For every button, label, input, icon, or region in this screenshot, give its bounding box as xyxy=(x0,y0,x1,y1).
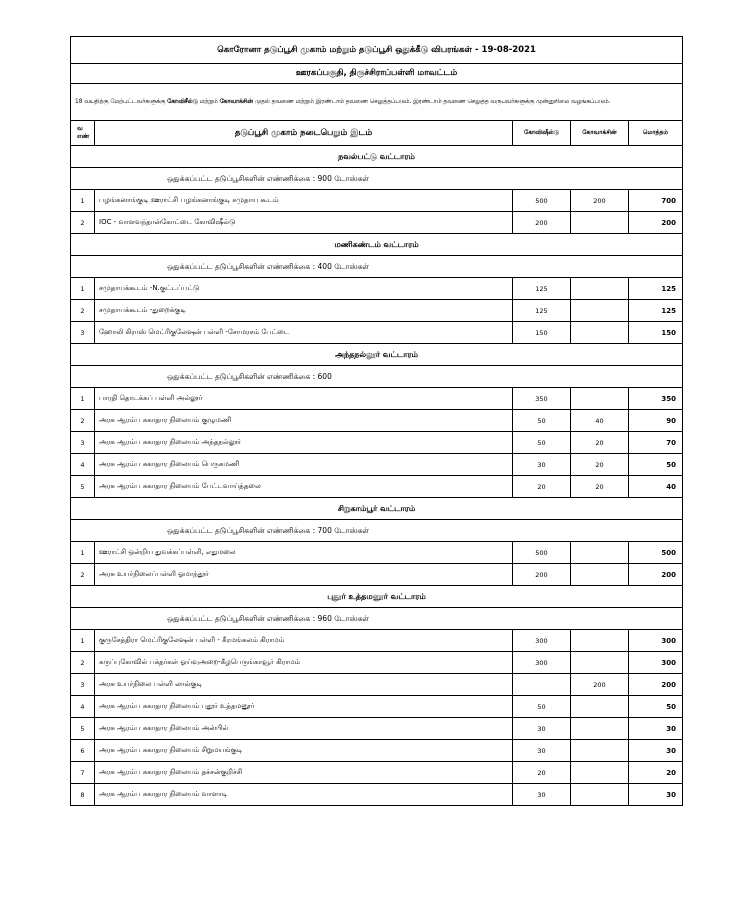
table-row xyxy=(71,190,683,212)
serial-number: 2 xyxy=(71,564,95,586)
total-count: 200 xyxy=(629,212,683,234)
covishield-count: 50 xyxy=(513,410,571,432)
table-row xyxy=(71,542,683,564)
total-count: 70 xyxy=(629,432,683,454)
serial-number: 4 xyxy=(71,696,95,718)
covaxin-count: 200 xyxy=(571,190,629,212)
total-count: 20 xyxy=(629,762,683,784)
covishield-count: 200 xyxy=(513,564,571,586)
covaxin-count xyxy=(571,652,629,674)
note-part3: முதல் தவணை மற்றும் இரண்டாம் தவணை செலுத்தப்படும். இரண்டாம் தவணை செலுத்த வருபவர்களுக்கு முன்னுரிமை வழங்கப்படும். xyxy=(252,98,611,105)
header-place: தடுப்பூசி முகாம் நடைபெறும் இடம் xyxy=(95,121,513,146)
serial-number: 2 xyxy=(71,652,95,674)
table-row xyxy=(71,300,683,322)
block-header-row xyxy=(71,234,683,256)
camp-location: அரசு ஆரம்ப சுகாதார நிலையம் சிறுமயங்குடி xyxy=(95,740,513,762)
covaxin-count xyxy=(571,784,629,806)
camp-location: ஊராட்சி ஒன்றிய துவக்கப்பள்ளி, எதுமலை xyxy=(95,542,513,564)
covishield-count: 300 xyxy=(513,652,571,674)
table-row xyxy=(71,696,683,718)
serial-number: 4 xyxy=(71,454,95,476)
district-subtitle: ஊரகப்பகுதி, திருச்சிராப்பள்ளி மாவட்டம் xyxy=(71,64,683,84)
camp-location: அரசு ஆரம்ப சுகாதார நிலையம் குழுமணி xyxy=(95,410,513,432)
serial-number: 2 xyxy=(71,212,95,234)
camp-location: ஹோலி கிராஸ் மெட்ரிகுலேஷன் பள்ளி -சோமரசம் பேட்டை xyxy=(95,322,513,344)
total-count: 125 xyxy=(629,300,683,322)
camp-location: அரசு ஆரம்ப சுகாதார நிலையம் அன்பில் xyxy=(95,718,513,740)
serial-number: 3 xyxy=(71,432,95,454)
table-row xyxy=(71,454,683,476)
covishield-count: 30 xyxy=(513,740,571,762)
camp-location: அரசு ஆரம்ப சுகாதார நிலையம் வாளாடி xyxy=(95,784,513,806)
covaxin-count: 200 xyxy=(571,674,629,696)
covishield-count: 20 xyxy=(513,476,571,498)
allocation-row xyxy=(71,608,683,630)
table-row xyxy=(71,388,683,410)
covishield-count: 300 xyxy=(513,630,571,652)
camp-location: IOC - வாளவந்தான்கோட்டை கோவிஷீல்டு xyxy=(95,212,513,234)
serial-number: 5 xyxy=(71,718,95,740)
total-count: 700 xyxy=(629,190,683,212)
vaccination-table xyxy=(70,36,683,806)
serial-number: 2 xyxy=(71,410,95,432)
block-header-row xyxy=(71,498,683,520)
covishield-count: 30 xyxy=(513,718,571,740)
table-row xyxy=(71,476,683,498)
covishield-count: 150 xyxy=(513,322,571,344)
serial-number: 6 xyxy=(71,740,95,762)
block-header-row xyxy=(71,586,683,608)
total-count: 150 xyxy=(629,322,683,344)
table-row xyxy=(71,278,683,300)
block-name: மணிகண்டம் வட்டாரம் xyxy=(71,234,683,256)
total-count: 30 xyxy=(629,718,683,740)
table-row xyxy=(71,212,683,234)
covaxin-count: 20 xyxy=(571,454,629,476)
block-name: அந்தநல்லூர் வட்டாரம் xyxy=(71,344,683,366)
total-count: 40 xyxy=(629,476,683,498)
header-row xyxy=(71,121,683,146)
allocation-text: ஒதுக்கப்பட்ட தடுப்பூசிகளின் எண்ணிக்கை : 900 டோஸ்கள் xyxy=(71,168,683,190)
table-row xyxy=(71,564,683,586)
table-row xyxy=(71,652,683,674)
camp-location: சமுதாயக்கூடம் -துறைக்குடி xyxy=(95,300,513,322)
note-part1: 18 வயதிற்கு மேற்பட்டவர்களுக்கு xyxy=(75,98,168,105)
allocation-text: ஒதுக்கப்பட்ட தடுப்பூசிகளின் எண்ணிக்கை : 400 டோஸ்கள் xyxy=(71,256,683,278)
total-count: 50 xyxy=(629,696,683,718)
table-row xyxy=(71,784,683,806)
camp-location: அரசு உயர்நிலைப்பள்ளி ஓமாந்தூர் xyxy=(95,564,513,586)
allocation-text: ஒதுக்கப்பட்ட தடுப்பூசிகளின் எண்ணிக்கை : 700 டோஸ்கள் xyxy=(71,520,683,542)
serial-number: 1 xyxy=(71,388,95,410)
table-row xyxy=(71,630,683,652)
block-header-row xyxy=(71,344,683,366)
serial-number: 7 xyxy=(71,762,95,784)
allocation-text: ஒதுக்கப்பட்ட தடுப்பூசிகளின் எண்ணிக்கை : 600 xyxy=(71,366,683,388)
allocation-row xyxy=(71,366,683,388)
table-row xyxy=(71,432,683,454)
camp-location: சமுதாயக்கூடம் -N.குட்டப்பட்டு xyxy=(95,278,513,300)
covishield-count: 500 xyxy=(513,190,571,212)
covishield-count: 50 xyxy=(513,432,571,454)
allocation-row xyxy=(71,520,683,542)
page-title: கொரோனா தடுப்பூசி முகாம் மற்றும் தடுப்பூசி ஒதுக்கீடு விபரங்கள் - 19-08-2021 xyxy=(71,37,683,64)
eligibility-note xyxy=(71,84,683,121)
camp-location: அரசு ஆரம்ப சுகாதார நிலையம் பெருகமணி xyxy=(95,454,513,476)
covishield-count: 30 xyxy=(513,784,571,806)
covishield-count: 500 xyxy=(513,542,571,564)
allocation-row xyxy=(71,168,683,190)
block-name: சிறுகாம்பூர் வட்டாரம் xyxy=(71,498,683,520)
total-count: 30 xyxy=(629,784,683,806)
covaxin-count: 20 xyxy=(571,432,629,454)
note-part2: மற்றும் xyxy=(197,98,220,105)
note-covaxin: கோவாக்சின் xyxy=(219,98,253,105)
covaxin-count xyxy=(571,212,629,234)
covishield-count: 30 xyxy=(513,454,571,476)
camp-location: குருசேத்திரா மெட்ரிகுலேஷன் பள்ளி - கீரமங்கலம் கிராமம் xyxy=(95,630,513,652)
covaxin-count xyxy=(571,300,629,322)
serial-number: 1 xyxy=(71,278,95,300)
serial-number: 8 xyxy=(71,784,95,806)
allocation-text: ஒதுக்கப்பட்ட தடுப்பூசிகளின் எண்ணிக்கை : 960 டோஸ்கள் xyxy=(71,608,683,630)
table-row xyxy=(71,740,683,762)
covaxin-count xyxy=(571,740,629,762)
allocation-row xyxy=(71,256,683,278)
serial-number: 2 xyxy=(71,300,95,322)
covishield-count: 125 xyxy=(513,300,571,322)
covishield-count: 50 xyxy=(513,696,571,718)
header-serial: வ எண் xyxy=(71,121,95,146)
covishield-count: 20 xyxy=(513,762,571,784)
table-row xyxy=(71,674,683,696)
total-count: 30 xyxy=(629,740,683,762)
total-count: 200 xyxy=(629,564,683,586)
covishield-count: 125 xyxy=(513,278,571,300)
header-covaxin: கோவாக்சின் xyxy=(571,121,629,146)
total-count: 350 xyxy=(629,388,683,410)
serial-number: 3 xyxy=(71,674,95,696)
covaxin-count: 40 xyxy=(571,410,629,432)
serial-number: 1 xyxy=(71,542,95,564)
covaxin-count: 20 xyxy=(571,476,629,498)
serial-number: 3 xyxy=(71,322,95,344)
block-name: புதூர் உத்தமனூர் வட்டாரம் xyxy=(71,586,683,608)
camp-location: அரசு ஆரம்ப சுகாதார நிலையம் புதூர் உத்தமனூர் xyxy=(95,696,513,718)
covishield-count: 200 xyxy=(513,212,571,234)
covaxin-count xyxy=(571,278,629,300)
table-row xyxy=(71,718,683,740)
table-row xyxy=(71,762,683,784)
table-row xyxy=(71,410,683,432)
total-count: 50 xyxy=(629,454,683,476)
serial-number: 1 xyxy=(71,630,95,652)
covaxin-count xyxy=(571,564,629,586)
total-count: 125 xyxy=(629,278,683,300)
total-count: 200 xyxy=(629,674,683,696)
covaxin-count xyxy=(571,630,629,652)
camp-location: பாரதி தொடக்கப் பள்ளி அல்லூர் xyxy=(95,388,513,410)
total-count: 300 xyxy=(629,630,683,652)
camp-location: அரசு ஆரம்ப சுகாதார நிலையம் பேட்டவாய்த்தலை xyxy=(95,476,513,498)
covaxin-count xyxy=(571,542,629,564)
serial-number: 5 xyxy=(71,476,95,498)
camp-location: அரசு உயர்நிலை பள்ளி லால்குடி xyxy=(95,674,513,696)
header-covishield: கோவிஷீல்டு xyxy=(513,121,571,146)
serial-number: 1 xyxy=(71,190,95,212)
header-total: மொத்தம் xyxy=(629,121,683,146)
covaxin-count xyxy=(571,762,629,784)
table-row xyxy=(71,322,683,344)
covaxin-count xyxy=(571,696,629,718)
camp-location: அரசு ஆரம்ப சுகாதார நிலையம் அந்தநல்லூர் xyxy=(95,432,513,454)
total-count: 300 xyxy=(629,652,683,674)
covishield-count xyxy=(513,674,571,696)
covaxin-count xyxy=(571,718,629,740)
block-header-row xyxy=(71,146,683,168)
covaxin-count xyxy=(571,388,629,410)
covaxin-count xyxy=(571,322,629,344)
covishield-count: 350 xyxy=(513,388,571,410)
camp-location: பழங்கனாங்குடி ஊராட்சி பழங்கனாங்குடி சமுதாய கூடம் xyxy=(95,190,513,212)
camp-location: கருப்புகோவில் பக்தர்கள் ஓய்வுஅறை-கீழபெருங்காவூர் கிராமம் xyxy=(95,652,513,674)
total-count: 90 xyxy=(629,410,683,432)
note-covishield: கோவிசீல்டு xyxy=(167,98,198,105)
total-count: 500 xyxy=(629,542,683,564)
camp-location: அரசு ஆரம்ப சுகாதார நிலையம் தச்சன்குறிச்சி xyxy=(95,762,513,784)
block-name: நவல்பட்டு வட்டாரம் xyxy=(71,146,683,168)
